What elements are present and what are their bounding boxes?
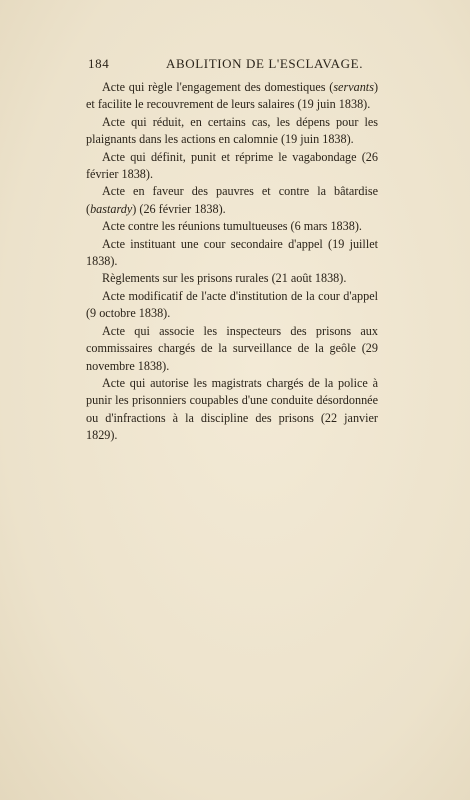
running-title: ABOLITION DE L'ESCLAVAGE.: [166, 56, 364, 71]
paragraph-9: Acte qui associe les inspecteurs des prisons aux commissaires chargés de la surveillance de la geôle (29 novembre 1838).: [86, 323, 378, 373]
paragraph-1: Acte qui règle l'engagement des domestiques (servants) et facilite le recouvrement de leurs salaires (19 juin 1838).: [86, 80, 378, 112]
paragraph-7: Règlements sur les prisons rurales (21 août 1838).: [102, 271, 347, 286]
paragraph-5: Acte contre les réunions tumultueuses (6 mars 1838).: [102, 219, 362, 234]
paragraph-4: Acte en faveur des pauvres et contre la bâtardise (bastardy) (26 février 1838).: [86, 184, 378, 216]
paragraph-6: Acte instituant une cour secondaire d'appel (19 juillet 1838).: [86, 236, 378, 269]
page-number: 184: [88, 56, 110, 71]
paragraph-2: Acte qui réduit, en certains cas, les dépens pour les plaignants dans les actions en calomnie (19 juin 1838).: [86, 114, 378, 147]
page-body: [86, 79, 378, 445]
page-header: [88, 56, 378, 74]
paragraph-3: Acte qui définit, punit et réprime le vagabondage (26 février 1838).: [86, 149, 378, 182]
paragraph-10: Acte qui autorise les magistrats chargés de la police à punir les prisonniers coupables d'une conduite désordonnée ou d'infractions à la discipline des prisons (22 janvier 1829).: [86, 375, 378, 443]
paragraph-8: Acte modificatif de l'acte d'institution de la cour d'appel (9 octobre 1838).: [86, 288, 378, 321]
